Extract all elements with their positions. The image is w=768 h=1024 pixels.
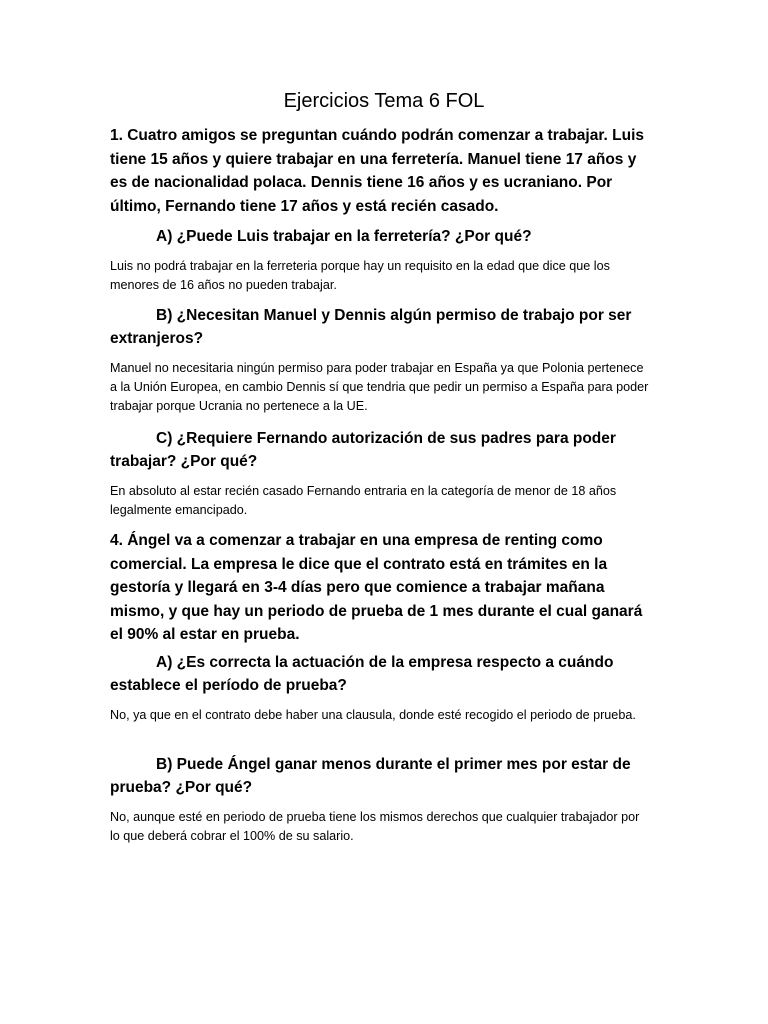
exercise-4-question-b: B) Puede Ángel ganar menos durante el primer mes por estar de prueba? ¿Por qué? [110, 756, 631, 796]
exercise-1-question-a: A) ¿Puede Luis trabajar en la ferretería? ¿Por qué? [156, 228, 532, 245]
exercise-1-answer-b: Manuel no necesitaria ningún permiso para poder trabajar en España ya que Polonia pertenece a la Unión Europea, en cambio Dennis sí que tendria que pedir un permiso a España para poder trabajar porque Ucrania no pertenece a la UE. [110, 361, 649, 413]
document-title: Ejercicios Tema 6 FOL [283, 90, 485, 112]
exercise-1-answer-c: En absoluto al estar recién casado Fernando entraria en la categoría de menor de 18 años legalmente emancipado. [110, 484, 617, 517]
exercise-1-statement: 1. Cuatro amigos se preguntan cuándo podrán comenzar a trabajar. Luis tiene 15 años y quiere trabajar en una ferretería. Manuel tiene 17 años y es de nacionalidad polaca. Dennis tiene 16 años y es ucraniano. Por último, Fernando tiene 17 años y está recién casado. [110, 127, 645, 215]
exercise-4-answer-a: No, ya que en el contrato debe haber una clausula, donde esté recogido el periodo de prueba. [110, 708, 636, 722]
exercise-1-question-b: B) ¿Necesitan Manuel y Dennis algún permiso de trabajo por ser extranjeros? [110, 307, 632, 347]
exercise-4-question-a: A) ¿Es correcta la actuación de la empresa respecto a cuándo establece el período de prueba? [110, 654, 614, 694]
exercise-4-statement: 4. Ángel va a comenzar a trabajar en una empresa de renting como comercial. La empresa le dice que el contrato está en trámites en la gestoría y llegará en 3-4 días pero que comience a trabajar mañana mismo, y que hay un periodo de prueba de 1 mes durante el cual ganará el 90% al estar en prueba. [110, 532, 643, 643]
exercise-1-question-c: C) ¿Requiere Fernando autorización de sus padres para poder trabajar? ¿Por qué? [110, 430, 616, 470]
exercise-1-answer-a: Luis no podrá trabajar en la ferreteria porque hay un requisito en la edad que dice que los menores de 16 años no pueden trabajar. [110, 259, 610, 292]
exercise-4-answer-b: No, aunque esté en periodo de prueba tiene los mismos derechos que cualquier trabajador por lo que deberá cobrar el 100% de su salario. [110, 810, 640, 843]
